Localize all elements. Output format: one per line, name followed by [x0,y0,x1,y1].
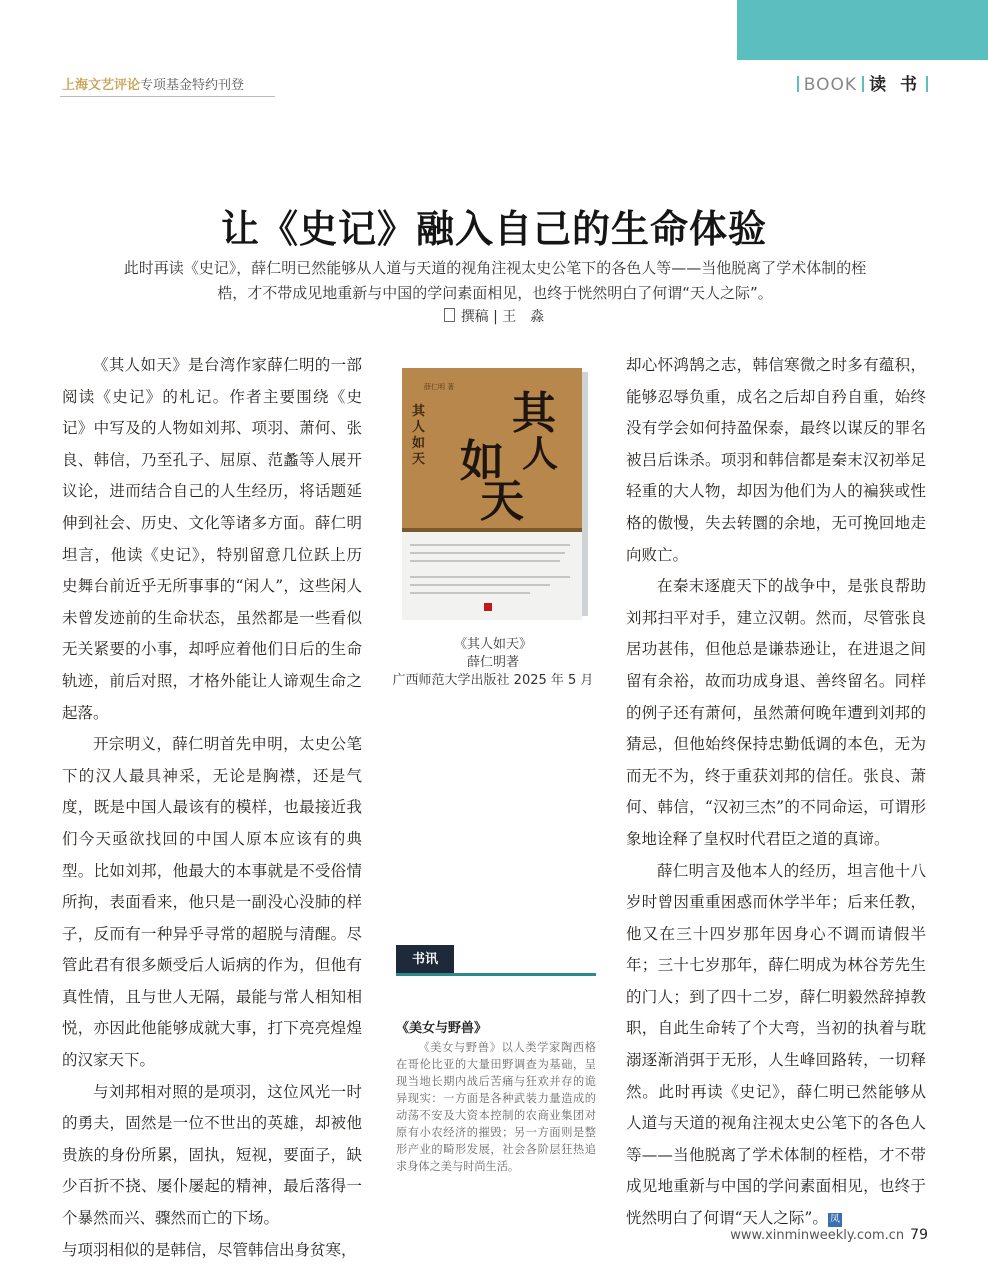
section-bar-mid [862,76,864,92]
sponsor-text: 专项基金特约刊登 [140,78,245,93]
article-title: 让《史记》融入自己的生命体验 [220,206,767,251]
section-en: BOOK [803,75,858,95]
byline-text: 撰稿 | 王 淼 [460,309,545,325]
byline [0,306,988,326]
paragraph: 与刘邦相对照的是项羽，这位风光一时的勇夫，固然是一位不世出的英雄，却被他贵族的身份所累，固执，短视，要面子，缺少百折不挠、屡仆屡起的精神，最后落得一个暴然而兴、骤然而亡的下场。 [62,1082,362,1228]
cover-bottom-panel [402,532,582,620]
cover-text-line [410,576,570,578]
section-label [797,70,928,95]
cover-vertical-title: 其人如天 [412,404,426,467]
cover-text-line [410,560,560,562]
article-subtitle: 此时再读《史记》，薛仁明已然能够从人道与天道的视角注视太史公笔下的各色人等——当他脱离了学术体制的桎梏，才不带成见地重新与中国的学问素面相见，也终于恍然明白了何谓“天人之际”。 [123,259,867,302]
book-caption [390,636,596,690]
page-footer [730,1227,928,1243]
caption-author: 薛仁明著 [466,655,519,670]
cover-calligraphy [460,388,570,527]
section-cn: 读 书 [869,75,921,95]
cover-text-line [410,592,530,594]
cover-char: 人 [522,433,559,475]
page-number: 79 [910,1227,928,1243]
sponsor-brand: 上海文艺评论 [62,78,141,93]
footer-url: www.xinminweekly.com.cn [730,1228,905,1243]
section-bar-right [926,76,928,92]
sidebar-body: 《美女与野兽》以人类学家陶西格在哥伦比亚的大量田野调查为基础，呈现当地长期内战后苦痛与狂欢并存的诡异现实：一方面是各种武装力量造成的动荡不安及大资本控制的农商业集团对原有小农经济的摧毁；另一方面则是整形产业的畸形发展，社会各阶层狂热追求身体之美与时尚生活。 [396,1041,596,1173]
end-mark-icon: 凤 [829,1214,840,1226]
cover-text-line [410,584,550,586]
sidebar-title: 《美女与野兽》 [396,1021,488,1036]
pen-icon [444,308,455,322]
cover-text-line [410,552,565,554]
cover-char: 天 [480,476,524,527]
sidebar-tag: 书讯 [396,945,454,975]
caption-title: 《其人如天》 [453,637,532,652]
sidebar-rule [396,973,596,976]
paragraph: 开宗明义，薛仁明首先申明，太史公笔下的汉人最具神采，无论是胸襟，还是气度，既是中国人最该有的模样，也最接近我们今天亟欲找回的中国人原本应该有的典型。比如刘邦，他最大的本事就是不受俗情所拘，表面看来，他只是一副没心没肺的样子，反而有一种异乎寻常的超脱与清醒。尽管此君有很多颇受后人诟病的作为，但他有真性情，且与世人无隔，最能与常人相知相悦，亦因此他能够成就大事，打下亮亮煌煌的汉家天下。 [62,735,362,1070]
cover-top-panel [402,368,582,528]
paragraph: 《其人如天》是台湾作家薛仁明的一部阅读《史记》的札记。作者主要围绕《史记》中写及的人物如刘邦、项羽、萧何、张良、韩信，乃至孔子、屈原、范蠡等人展开议论，进而结合自己的人生经历，将话题延伸到社会、历史、文化等诸多方面。薛仁明坦言，他读《史记》，特别留意几位跃上历史舞台前近乎无所事事的“闲人”，这些闲人未曾发迹前的生命状态，虽然都是一些看似无关紧要的小事，却呼应着他们日后的生命轨迹，前后对照，才格外能让人谛观生命之起落。 [62,356,362,722]
cover-char: 如 [460,436,504,487]
caption-publisher: 广西师范大学出版社 2025 年 5 月 [392,673,594,688]
cover-text-line [410,544,570,546]
article-column-left [62,350,362,1266]
paragraph [626,856,926,1235]
paragraph: 却心怀鸿鹄之志，韩信寒微之时多有蕴积，能够忍辱负重，成名之后却自矜自重，始终没有学会如何持盈保泰，最终以谋反的罪名被吕后诛杀。项羽和韩信都是秦末汉初举足轻重的大人物，却因为他们为人的褊狭或性格的傲慢，失去转圜的余地，无可挽回地走向败亡。 [626,356,926,564]
section-bar-left [797,76,799,92]
paragraph: 与项羽相似的是韩信，尽管韩信出身贫寒， [62,1240,357,1259]
publisher-logo-icon [484,603,492,611]
book-cover-image [402,368,582,620]
paragraph-text: 薛仁明言及他本人的经历，坦言他十八岁时曾因重重困惑而休学半年；后来任教，他又在三十四岁那年因身心不调而请假半年；三十七岁那年，薛仁明成为林谷芳先生的门人；到了四十二岁，薛仁明毅然辞掉教职，自此生命转了个大弯，当初的执着与耽溺逐渐消弭于无形，人生峰回路转，一切释然。此时再读《史记》，薛仁明已然能够从人道与天道的视角注视太史公笔下的各色人等——当他脱离了学术体制的桎梏，才不带成见地重新与中国的学问素面相见，也终于恍然明白了何谓“天人之际”。 [626,861,926,1228]
sponsor-header [62,74,244,93]
paragraph: 在秦末逐鹿天下的战争中，是张良帮助刘邦扫平对手，建立汉朝。然而，尽管张良居功甚伟，但他总是谦恭逊让，在进退之间留有余裕，故而功成身退、善终留名。同样的例子还有萧何，虽然萧何晚年遭到刘邦的猜忌，但他始终保持忠勤低调的本色，无为而无不为，终于重获刘邦的信任。张良、萧何、韩信，“汉初三杰”的不同命运，可谓形象地诠释了皇权时代君臣之道的真谛。 [626,577,926,848]
cover-author: 薛仁明 著 [424,383,455,391]
corner-color-block [737,0,988,60]
header-divider [60,96,275,97]
article-column-right [626,350,926,1235]
cover-char: 其 [512,388,556,439]
